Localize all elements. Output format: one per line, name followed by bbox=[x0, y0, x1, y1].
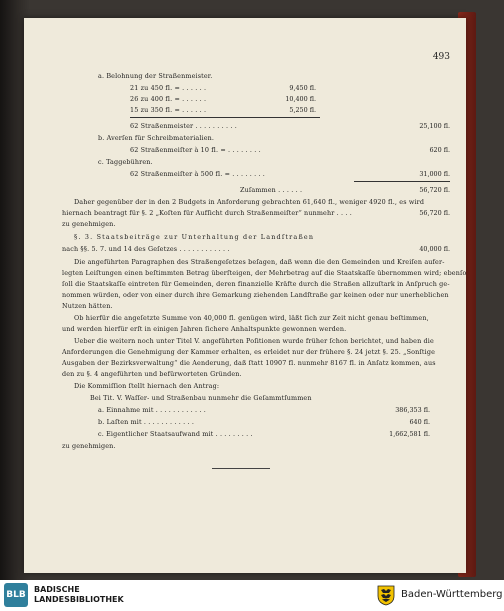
paragraph-line: nach §§. 5. 7. und 14 des Geſetzes . . . . . . . . . . . . bbox=[62, 245, 230, 253]
paragraph-line: Die angeführten Paragraphen des Straßengeſetzes beſagen, daß wenn die den Gemeinden und Kreiſen aufer- bbox=[74, 258, 445, 266]
line-text: 21 zu 450 fl. = . . . . . . bbox=[130, 84, 207, 92]
book-page bbox=[24, 18, 466, 573]
library-name[interactable] bbox=[34, 585, 124, 605]
page-number: 493 bbox=[432, 52, 450, 62]
paragraph-line: Ob hierfür die angeſetzte Summe von 40,000 fl. genügen wird, läßt ſich zur Zeit nicht genau beſtimmen, bbox=[74, 314, 429, 322]
summary-line: a. Einnahme mit . . . . . . . . . . . . bbox=[98, 406, 206, 414]
summary-amount: 386,353 fl. bbox=[395, 406, 430, 414]
library-name-line-1: BADISCHE bbox=[34, 585, 80, 594]
line-amount: 5,250 fl. bbox=[289, 106, 316, 114]
paragraph-line: zu genehmigen. bbox=[62, 220, 116, 228]
line-text: 62 Straßenmeiſter à 10 fl. = . . . . . . . . bbox=[130, 146, 261, 154]
paragraph-line: hiernach beantragt für §. 2 „Koſten für Aufſicht durch Straßenmeiſter“ nunmehr . . . . bbox=[62, 209, 352, 217]
paragraph-line: nommen würden, oder von einer durch ihre Gemarkung ziehenden Landſtraße gar keinen oder nur unerheblichen bbox=[62, 291, 449, 299]
paragraph-line: und werden hierfür erſt in einigen Jahren ſichere Anhaltspunkte gewonnen werden. bbox=[62, 325, 347, 333]
closing-rule bbox=[212, 468, 270, 469]
sum-rule bbox=[130, 117, 320, 118]
paragraph-line: Ausgaben der Bezirksverwaltung“ die Aenderung, daß ſtatt 10907 fl. nunmehr 8167 fl. in Anſatz kommen, aus bbox=[62, 359, 436, 367]
paragraph-line: Die Kommiſſion ſtellt hiernach den Antrag: bbox=[74, 382, 220, 390]
item-a-heading: a. Belohnung der Straßenmeister. bbox=[98, 72, 213, 80]
summary-line: b. Laſten mit . . . . . . . . . . . . bbox=[98, 418, 195, 426]
paragraph-line: Anforderungen die Genehmigung der Kammer erhalten, es erleidet nur der frühere §. 24 jetzt §. 25. „Sonſtige bbox=[62, 348, 436, 356]
footer-bar bbox=[0, 580, 504, 611]
line-text: 26 zu 400 fl. = . . . . . . bbox=[130, 95, 207, 103]
item-b-heading: b. Averſen für Schreibmaterialien. bbox=[98, 134, 215, 142]
state-name[interactable]: Baden-Württemberg bbox=[401, 589, 503, 600]
summary-amount: 1,662,581 fl. bbox=[389, 430, 430, 438]
line-text: 62 Straßenmeiſter à 500 fl. = . . . . . . . . bbox=[130, 170, 265, 178]
blb-logo[interactable]: BLB bbox=[4, 583, 28, 607]
line-amount: 31,000 fl. bbox=[419, 170, 450, 178]
paragraph-line: zu genehmigen. bbox=[62, 442, 116, 450]
summary-amount: 640 fl. bbox=[409, 418, 430, 426]
section-heading: §. 3. Staatsbeiträge zur Unterhaltung der Landſtraßen bbox=[74, 233, 315, 241]
line-amount: 10,400 fl. bbox=[285, 95, 316, 103]
sum-rule bbox=[354, 181, 450, 182]
total-amount: 56,720 fl. bbox=[419, 186, 450, 194]
total-label: Zuſammen . . . . . . bbox=[240, 186, 303, 194]
library-name-line-2: LANDESBIBLIOTHEK bbox=[34, 595, 124, 604]
line-text: 62 Straßenmeister . . . . . . . . . . bbox=[130, 122, 237, 130]
paragraph-line: Bei Tit. V. Waſſer- und Straßenbau nunmehr die Geſammtſummen bbox=[90, 394, 312, 402]
paragraph-line: ſoll die Staatskaſſe eintreten für Gemeinden, deren finanzielle Kräfte durch die Straßen allzuſtark in Anſpruch ge- bbox=[62, 280, 450, 288]
baden-wuerttemberg-crest-icon bbox=[377, 584, 395, 606]
item-c-heading: c. Taggebühren. bbox=[98, 158, 153, 166]
paragraph-line: Ueber die weitern noch unter Titel V. angeführten Poſitionen wurde früher ſchon berichtet, und haben die bbox=[74, 337, 434, 345]
line-amount: 56,720 fl. bbox=[419, 209, 450, 217]
line-text: 15 zu 350 fl. = . . . . . . bbox=[130, 106, 207, 114]
summary-line: c. Eigentlicher Staatsaufwand mit . . . . . . . . . bbox=[98, 430, 253, 438]
paragraph-line: Daher gegenüber der in den 2 Budgets in Anforderung gebrachten 61,640 fl., weniger 4920 fl., es wird bbox=[74, 198, 425, 206]
line-amount: 25,100 fl. bbox=[419, 122, 450, 130]
line-amount: 620 fl. bbox=[429, 146, 450, 154]
paragraph-line: Nutzen hätten. bbox=[62, 302, 113, 310]
line-amount: 9,450 fl. bbox=[289, 84, 316, 92]
paragraph-line: den zu §. 4 angeführten und befürworteten Gründen. bbox=[62, 370, 242, 378]
paragraph-line: legten Leiſtungen einen beſtimmten Betrag überſteigen, der Mehrbetrag auf die Staatskaſſe übernommen wird; ebenſo bbox=[62, 269, 467, 277]
line-amount: 40,000 fl. bbox=[419, 245, 450, 253]
